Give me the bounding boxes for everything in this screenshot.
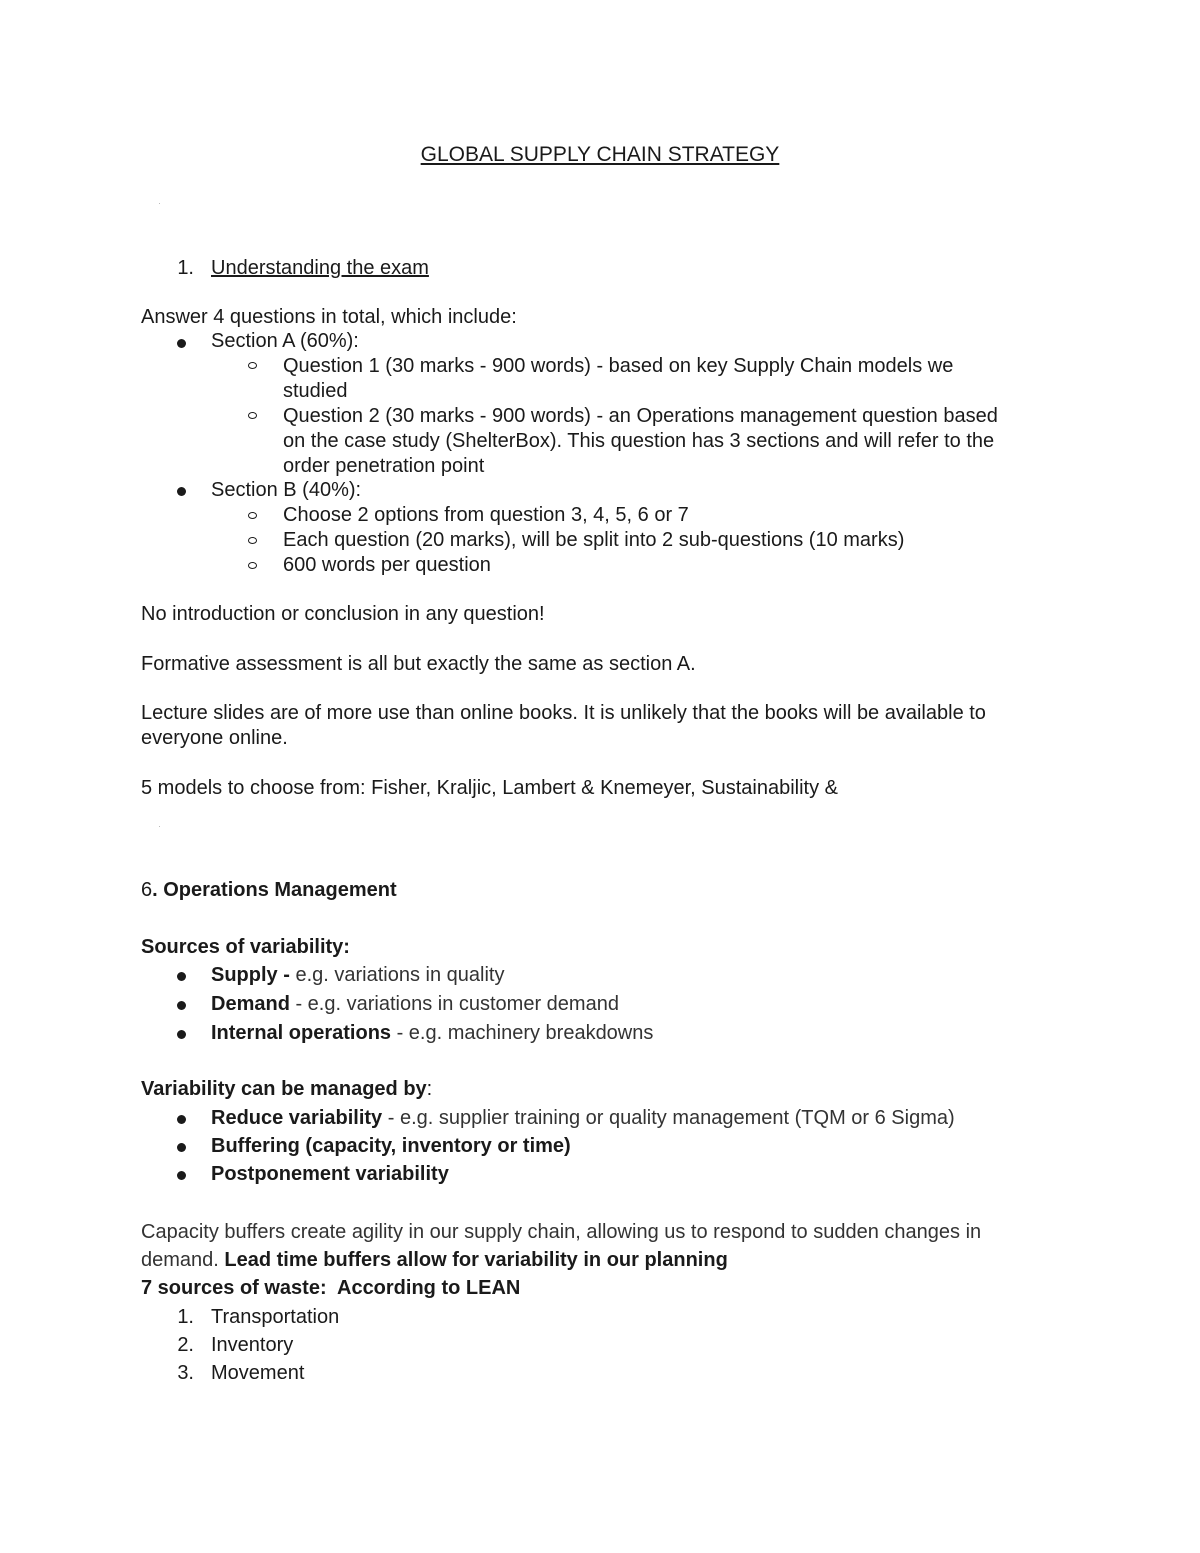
list-number: 1. (177, 1306, 194, 1328)
item-desc: e.g. variations in quality (289, 964, 505, 986)
circle-bullet-icon (248, 562, 257, 569)
paragraph: Formative assessment is all but exactly the same as section A. (141, 653, 696, 675)
bullet-icon (177, 1001, 186, 1010)
section-b-item: Each question (20 marks), will be split into 2 sub-questions (10 marks) (283, 529, 905, 551)
document-title: GLOBAL SUPPLY CHAIN STRATEGY (420, 143, 780, 166)
list-number: 3. (177, 1362, 194, 1384)
speck-mark (159, 826, 160, 827)
item-term: Internal operations (211, 1022, 392, 1044)
waste-item: Inventory (211, 1334, 294, 1356)
waste-item: Movement (211, 1362, 305, 1384)
speck-mark (159, 203, 160, 204)
item-term: Postponement variability (211, 1163, 449, 1185)
circle-bullet-icon (248, 362, 257, 369)
list-item (211, 1134, 571, 1158)
section-heading: Understanding the exam (211, 257, 429, 279)
section-number: 1. (177, 257, 194, 279)
item-desc: - e.g. machinery breakdowns (391, 1022, 654, 1044)
bullet-icon (177, 487, 186, 496)
bullet-icon (177, 339, 186, 348)
list-number: 2. (177, 1334, 194, 1356)
waste-heading: 7 sources of waste: According to LEAN (141, 1277, 521, 1299)
section-a-label: Section A (60%): (211, 330, 359, 352)
capacity-line-1: Capacity buffers create agility in our supply chain, allowing us to respond to sudden changes in (141, 1221, 982, 1243)
paragraph: 5 models to choose from: Fisher, Kraljic, Lambert & Knemeyer, Sustainability & (141, 777, 838, 799)
paragraph: Lecture slides are of more use than online books. It is unlikely that the books will be available to (141, 702, 986, 724)
managed-colon: : (426, 1078, 433, 1100)
question-1-line-2: studied (283, 380, 348, 402)
sources-heading: Sources of variability: (141, 936, 350, 958)
capacity-plain: demand. (141, 1249, 225, 1271)
capacity-bold: Lead time buffers allow for variability in our planning (224, 1249, 728, 1271)
question-2-line-3: order penetration point (283, 455, 485, 477)
circle-bullet-icon (248, 512, 257, 519)
item-desc: - e.g. variations in customer demand (289, 993, 619, 1015)
paragraph: everyone online. (141, 727, 288, 749)
list-item (211, 1021, 653, 1045)
capacity-line-2 (141, 1248, 728, 1272)
bullet-icon (177, 1143, 186, 1152)
list-item (211, 992, 619, 1016)
bullet-icon (177, 972, 186, 981)
bullet-icon (177, 1171, 186, 1180)
item-desc: - e.g. supplier training or quality management (TQM or 6 Sigma) (382, 1107, 955, 1129)
circle-bullet-icon (248, 412, 257, 419)
section-number: 6 (141, 879, 153, 901)
question-1-line-1: Question 1 (30 marks - 900 words) - based on key Supply Chain models we (283, 355, 954, 377)
question-2-line-1: Question 2 (30 marks - 900 words) - an Operations management question based (283, 405, 998, 427)
item-term: Demand (211, 993, 290, 1015)
list-item (211, 1106, 955, 1130)
circle-bullet-icon (248, 537, 257, 544)
list-item (211, 963, 504, 987)
section-b-item: 600 words per question (283, 554, 491, 576)
item-term: Reduce variability (211, 1107, 383, 1129)
paragraph: No introduction or conclusion in any question! (141, 603, 545, 625)
section-b-label: Section B (40%): (211, 479, 362, 501)
section-title: . Operations Management (152, 879, 397, 901)
managed-heading-text: Variability can be managed by (141, 1078, 427, 1100)
section-b-item: Choose 2 options from question 3, 4, 5, 6 or 7 (283, 504, 689, 526)
waste-item: Transportation (211, 1306, 340, 1328)
list-item (211, 1162, 449, 1186)
intro-text: Answer 4 questions in total, which include: (141, 306, 517, 328)
managed-heading (141, 1077, 432, 1101)
bullet-icon (177, 1030, 186, 1039)
item-term: Buffering (capacity, inventory or time) (211, 1135, 571, 1157)
question-2-line-2: on the case study (ShelterBox). This question has 3 sections and will refer to the (283, 430, 995, 452)
section-6-heading (141, 878, 397, 902)
item-term: Supply - (211, 964, 290, 986)
bullet-icon (177, 1115, 186, 1124)
